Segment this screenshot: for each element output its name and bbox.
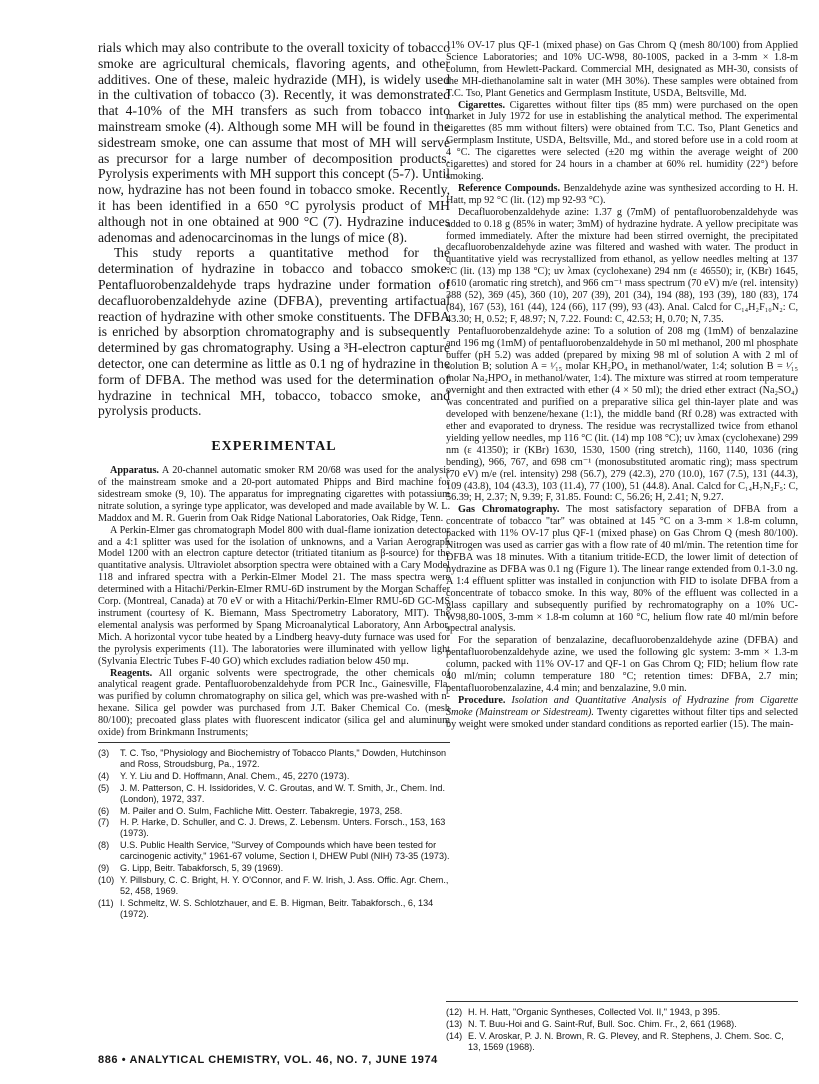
reference-text: G. Lipp, Beitr. Tabakforsch, 5, 39 (1969). <box>120 863 284 874</box>
reference-number: (9) <box>98 863 110 874</box>
reference-item <box>98 863 450 874</box>
reference-item <box>446 1019 798 1030</box>
references-right <box>446 1001 798 1054</box>
page-footer: 886 • ANALYTICAL CHEMISTRY, VOL. 46, NO. 7, JUNE 1974 <box>98 1054 438 1066</box>
reference-text: U.S. Public Health Service, "Survey of Compounds which have been tested for carcinogenic activity," 1961-67 volume, Section I, DHEW Publ (NIH) 73-35 (1973). <box>120 840 450 862</box>
apparatus-paragraph <box>98 465 450 525</box>
reagents-paragraph <box>98 668 450 739</box>
reference-item <box>98 875 450 897</box>
reference-item <box>446 1007 798 1018</box>
dfba-preparation-paragraph: Decafluorobenzaldehyde azine: 1.37 g (7mM) of pentafluorobenzaldehyde was added to 0.18 g (85% in water; 3mM) of hydrazine hydrate. A yellow precipitate was formed immediately. After the mixture had been stirred overnight, the precipitated decafluorobenzaldehyde azine was filtered and washed with water. The product in quantitative yield was recrystallized from ethanol, as yellow needles melting at 137 °C (lit. (13) mp 138 °C); uv λmax (cyclohexane) 294 nm (ε 46550); ir, (KBr) 1645, 1610 (aromatic ring stretch), and 966 cm⁻¹ mass spectrum (70 eV) m/e (rel. intensity) 388 (52), 369 (45), 360 (10), 207 (39), 201 (34), 194 (88), 193 (39), 180 (83), 174 (84), 167 (53), 161 (44), 124 (66), 117 (99), 93 (43). Anal. Calcd for C₁₄H₂F₁₀N₂: C, 43.30; H, 0.52; F, 48.97; N, 7.22. Found: C, 42.53; H, 0.70; N, 7.35. <box>446 206 798 325</box>
reference-number: (11) <box>98 897 114 908</box>
cigarettes-heading: Cigarettes. <box>458 99 506 111</box>
apparatus-paragraph-2: A Perkin-Elmer gas chromatograph Model 800 with dual-flame ionization detector and a 4:1 splitter was used for the isolation of unknowns, and a Varian Aerograph Model 1200 with an electron capture detector (tritiated titanium as β-source) for the quantitative analysis. Ultraviolet absorption spectra were obtained with a Cary Model 118 and infrared spectra with a Perkin-Elmer Model 21. The mass spectra were determined with a Hitachi/Perkin-Elmer RMU-6D instrument by the Morgan Schaffer Corp. (Montreal, Canada) at 70 eV or with a Hitachi/Perkin-Elmer RMU-6D GC-MS instrument (courtesy of K. Biemann, Mass Spectrometry Laboratory, MIT). The elemental analysis was performed by Spang Microanalytical Laboratory, Ann Arbor, Mich. A horizontal vycor tube heated by a Lindberg heavy-duty furnace was used for the pyrolysis experiments (11). The laboratories were illuminated with yellow light (Sylvania Electric Tubes F-40 GO) which excludes radiation below 450 mμ. <box>98 524 450 667</box>
section-heading-experimental: EXPERIMENTAL <box>211 439 337 455</box>
apparatus-heading: Apparatus. <box>110 465 159 477</box>
reference-text: M. Pailer and O. Sulm, Fachliche Mitt. Oesterr. Tabakregie, 1973, 258. <box>120 805 403 816</box>
reference-number: (4) <box>98 770 110 781</box>
reference-number: (3) <box>98 748 110 758</box>
reference-item <box>98 783 450 805</box>
cigarettes-text: Cigarettes without filter tips (85 mm) were purchased on the open market in July 1972 for use in establishing the analytical method. The experimental cigarettes (85 mm without filters) were obtained from T.C. Tso, Plant Genetics and Germplasm Institute, USDA, Beltsville, Md., and stored before use in a cold room at 4 °C. The cigarettes were selected (±20 mg within the average weight of 200 cigarettes) and stored for 24 hours in a chamber at 60% rel. humidity (22°) before smoking. <box>446 99 798 182</box>
gas-chromatography-paragraph <box>446 504 798 635</box>
references-left <box>98 742 450 921</box>
reference-text: E. V. Aroskar, P. J. N. Brown, R. G. Plevey, and R. Stephens, J. Chem. Soc. C, 13, 1569 (1968). <box>468 1030 784 1052</box>
references-divider <box>98 742 450 743</box>
reference-number: (5) <box>98 782 110 793</box>
reference-item <box>98 817 450 839</box>
procedure-subheading: Isolation and Quantitative Analysis of Hydrazine from Cigarette Smoke (Mainstream or Sidestream). <box>446 694 798 718</box>
reference-text: T. C. Tso, "Physiology and Biochemistry of Tobacco Plants," Dowden, Hutchinson and Ross, Stroudsburg, Pa., 1972. <box>120 748 447 769</box>
reference-compounds-heading: Reference Compounds. <box>458 182 561 194</box>
reference-item <box>98 840 450 862</box>
intro-paragraph-2: This study reports a quantitative method for the determination of hydrazine in tobacco and tobacco smoke. Pentafluorobenzaldehyde traps hydrazine under formation of decafluorobenzaldehyde azine (DFBA), preventing artifactual reaction of hydrazine with other smoke constituents. The DFBA is enriched by absorption chromatography and is subsequently determined by gas chromatography. Using a ³H-electron capture detector, one can determine as little as 0.1 ng of hydrazine in the form of DFBA. The method was used for the determination of hydrazine in technical MH, tobacco, tobacco smoke, and pyrolysis products. <box>98 245 450 419</box>
reference-number: (12) <box>446 1007 463 1017</box>
reference-text: Y. Pillsbury, C. C. Bright, H. Y. O'Connor, and F. W. Irish, J. Ass. Offic. Agr. Chem., 52, 458, 1969. <box>120 874 449 896</box>
reference-text: J. M. Patterson, C. H. Issidorides, V. C. Groutas, and W. T. Smith, Jr., Chem. Ind. (London), 1972, 337. <box>120 782 445 804</box>
reference-text: N. T. Buu-Hoi and G. Saint-Ruf, Bull. Soc. Chim. Fr., 2, 661 (1968). <box>468 1018 737 1029</box>
left-column <box>98 40 450 739</box>
reference-number: (6) <box>98 805 110 816</box>
reference-item <box>98 898 450 920</box>
gas-chromatography-heading: Gas Chromatography. <box>458 504 560 516</box>
reference-number: (8) <box>98 840 110 851</box>
intro-paragraph-1: rials which may also contribute to the overall toxicity of tobacco smoke are agricultural chemicals, flavoring agents, and other additives. One of these, maleic hydrazide (MH), is widely used in the cultivation of tobacco (3). Recently, it was demonstrated that 4-10% of the MH transfers as such from tobacco into mainstream smoke (4). Although some MH will be found in the sidestream smoke, one can assume that most of MH will serve as precursor for a large number of decomposition products. Pyrolysis experiments with MH support this concept (5-7). Until now, hydrazine has not been found in tobacco smoke. Recently, it has been identified in a 650 °C pyrolysis product of MH although not in one obtained at 900 °C (7). Hydrazine induces adenomas and adenocarcinomas in the lungs of mice (8). <box>98 40 450 245</box>
reference-item <box>98 771 450 782</box>
reference-number: (13) <box>446 1018 463 1029</box>
pfba-preparation-paragraph: Pentafluorobenzaldehyde azine: To a solution of 208 mg (1mM) of benzalazine and 196 mg (1mM) of pentafluorobenzaldehyde in 50 ml methanol, 200 ml phosphate buffer (pH 5.2) was added (prepared by mixing 98 ml of solution A with 2 ml of solution B; solution A = ¹⁄₁₅ molar KH₂PO₄ in methanol/water, 1:4; solution B = ¹⁄₁₅ molar Na₂HPO₄ in methanol/water, 1:4). The mixture was stirred at room temperature overnight and then extracted with ether (4 × 50 ml); the dried ether extract (Na₂SO₄) was concentrated and purified on a preparative silica gel thin-layer plate and was developed with benzene/hexane (1:1), the middle band (Rf 0.28) was extracted with ether and evaporated to dryness. The residue was recrystallized twice from ethanol yielding yellow needles, mp 116 °C (lit. (14) mp 108 °C); uv λmax (cyclohexane) 299 nm (ε 41350); ir (KBr) 1630, 1530, 1500 (ring stretch), 1160, 1140, 1036 (ring bending), 966, 767, and 698 cm⁻¹ (monosubstituted aromatic ring); mass spectrum (70 eV) m/e (rel. intensity) 298 (56.7), 279 (42.3), 270 (10.0), 167 (7.5), 131 (44.3), 109 (43.8), 104 (43.3), 103 (11.4), 77 (100), 51 (44.8). Anal. Calcd for C₁₄H₇N₂F₅: C, 56.39; H, 2.37; N, 9.39; F, 31.85. Found: C, 56.26; H, 2.41; N, 9.27. <box>446 325 798 504</box>
reference-item <box>98 806 450 817</box>
reagents-text: All organic solvents were spectrograde, the other chemicals of analytical reagent grade. Pentafluorobenzaldehyde from PCR Inc., Gainesville, Fla. was purified by column chromatography on silica gel, which was pre-washed with n-hexane. Silica gel powder was purchased from J.T. Baker Chemical Co. (mesh 80/100); precoated glass plates with fluorescent indicator (silica gel and aluminum oxide) from Brinkmann Instruments; <box>98 667 450 739</box>
reference-item <box>98 748 450 770</box>
gas-chromatography-text: The most satisfactory separation of DFBA from a concentrate of tobacco "tar" was obtained at 145 °C on a 3-mm × 1.8-m column, packed with 11% OV-17 plus QF-1 (mixed phase) on Gas Chrom Q (mesh 80/100). Nitrogen was used as carrier gas with a flow rate of 40 ml/min. The retention time for DFBA was 18 minutes. With a titanium tritide-ECD, the lower limit of detection of hydrazine as DFBA was 0.1 ng (Figure 1). The linear range extended from 0.1-3.0 ng. A 1:4 effluent splitter was installed in conjunction with FID to isolate DFBA from a concentrate of tobacco smoke. In this way, 80% of the effluent was collected in a glass capillary and subsequently purified by rechromatography on a 10% UC-W98,80-100S, 3-mm × 1.8-m column at 160 °C, helium flow rate 40 ml/min before spectral analysis. <box>446 504 799 635</box>
procedure-heading: Procedure. <box>458 694 506 706</box>
reference-compounds-text: Benzaldehyde azine was synthesized according to H. H. Hatt, mp 92 °C (lit. (12) mp 92-93 °C). <box>446 182 798 206</box>
reagents-heading: Reagents. <box>110 667 153 679</box>
reference-text: H. P. Harke, D. Schuller, and C. J. Drews, Z. Lebensm. Unters. Forsch., 153, 163 (1973). <box>120 817 446 839</box>
references-divider <box>446 1001 798 1002</box>
right-column <box>446 40 798 731</box>
reference-number: (10) <box>98 874 115 885</box>
reference-number: (7) <box>98 817 110 828</box>
reference-item <box>446 1031 798 1053</box>
reference-compounds-paragraph <box>446 183 798 207</box>
reference-text: Y. Y. Liu and D. Hoffmann, Anal. Chem., 45, 2270 (1973). <box>120 770 350 781</box>
references-right-list <box>446 1007 798 1053</box>
reagents-continuation: 11% OV-17 plus QF-1 (mixed phase) on Gas Chrom Q (mesh 80/100) from Applied Science Laboratories; and 10% UC-W98, 80-100S, packed in a 3-mm × 1.8-m column, from Hewlett-Packard. Commercial MH, designated as MH-30, consists of the MH-diethanolamine salt in water (MH 30%). These samples were obtained from T.C. Tso, Plant Genetics and Germplasm Institute, USDA, Beltsville, Md. <box>446 40 798 99</box>
reference-text: I. Schmeltz, W. S. Schlotzhauer, and E. B. Higman, Beitr. Tabakforsch., 6, 134 (1972). <box>120 897 434 919</box>
glc-system-paragraph: For the separation of benzalazine, decafluorobenzaldehyde azine (DFBA) and pentafluorobenzaldehyde azine, we used the following glc system: 3-mm × 1.3-m column, packed with 11% OV-17 and QF-1 on Gas Chrom Q; FID; helium flow rate 40 ml/min; column temperature 180 °C; retention times: DFBA, 2.7 min; pentafluorobenzalazine, 4.4 min; and benzalazine, 9.0 min. <box>446 635 798 694</box>
references-left-list <box>98 748 450 920</box>
procedure-paragraph <box>446 695 798 731</box>
reference-text: H. H. Hatt, "Organic Syntheses, Collected Vol. II," 1943, p 395. <box>468 1007 721 1017</box>
cigarettes-paragraph <box>446 100 798 183</box>
procedure-text: Twenty cigarettes without filter tips and selected by weight were smoked under standard conditions as reported earlier (15). The main- <box>446 706 798 730</box>
apparatus-text: A 20-channel automatic smoker RM 20/68 was used for the analysis of the mainstream smoke and a 20-port automated Phipps and Bird machine for sidestream smoke (9, 10). The apparatus for impregnating cigarettes with potassium nitrate solution, a syringe type applicator, was developed and made available by W. L. Maddox and M. R. Guerin from Oak Ridge National Laboratories, Oak Ridge, Tenn. <box>98 465 450 524</box>
reference-number: (14) <box>446 1030 463 1041</box>
